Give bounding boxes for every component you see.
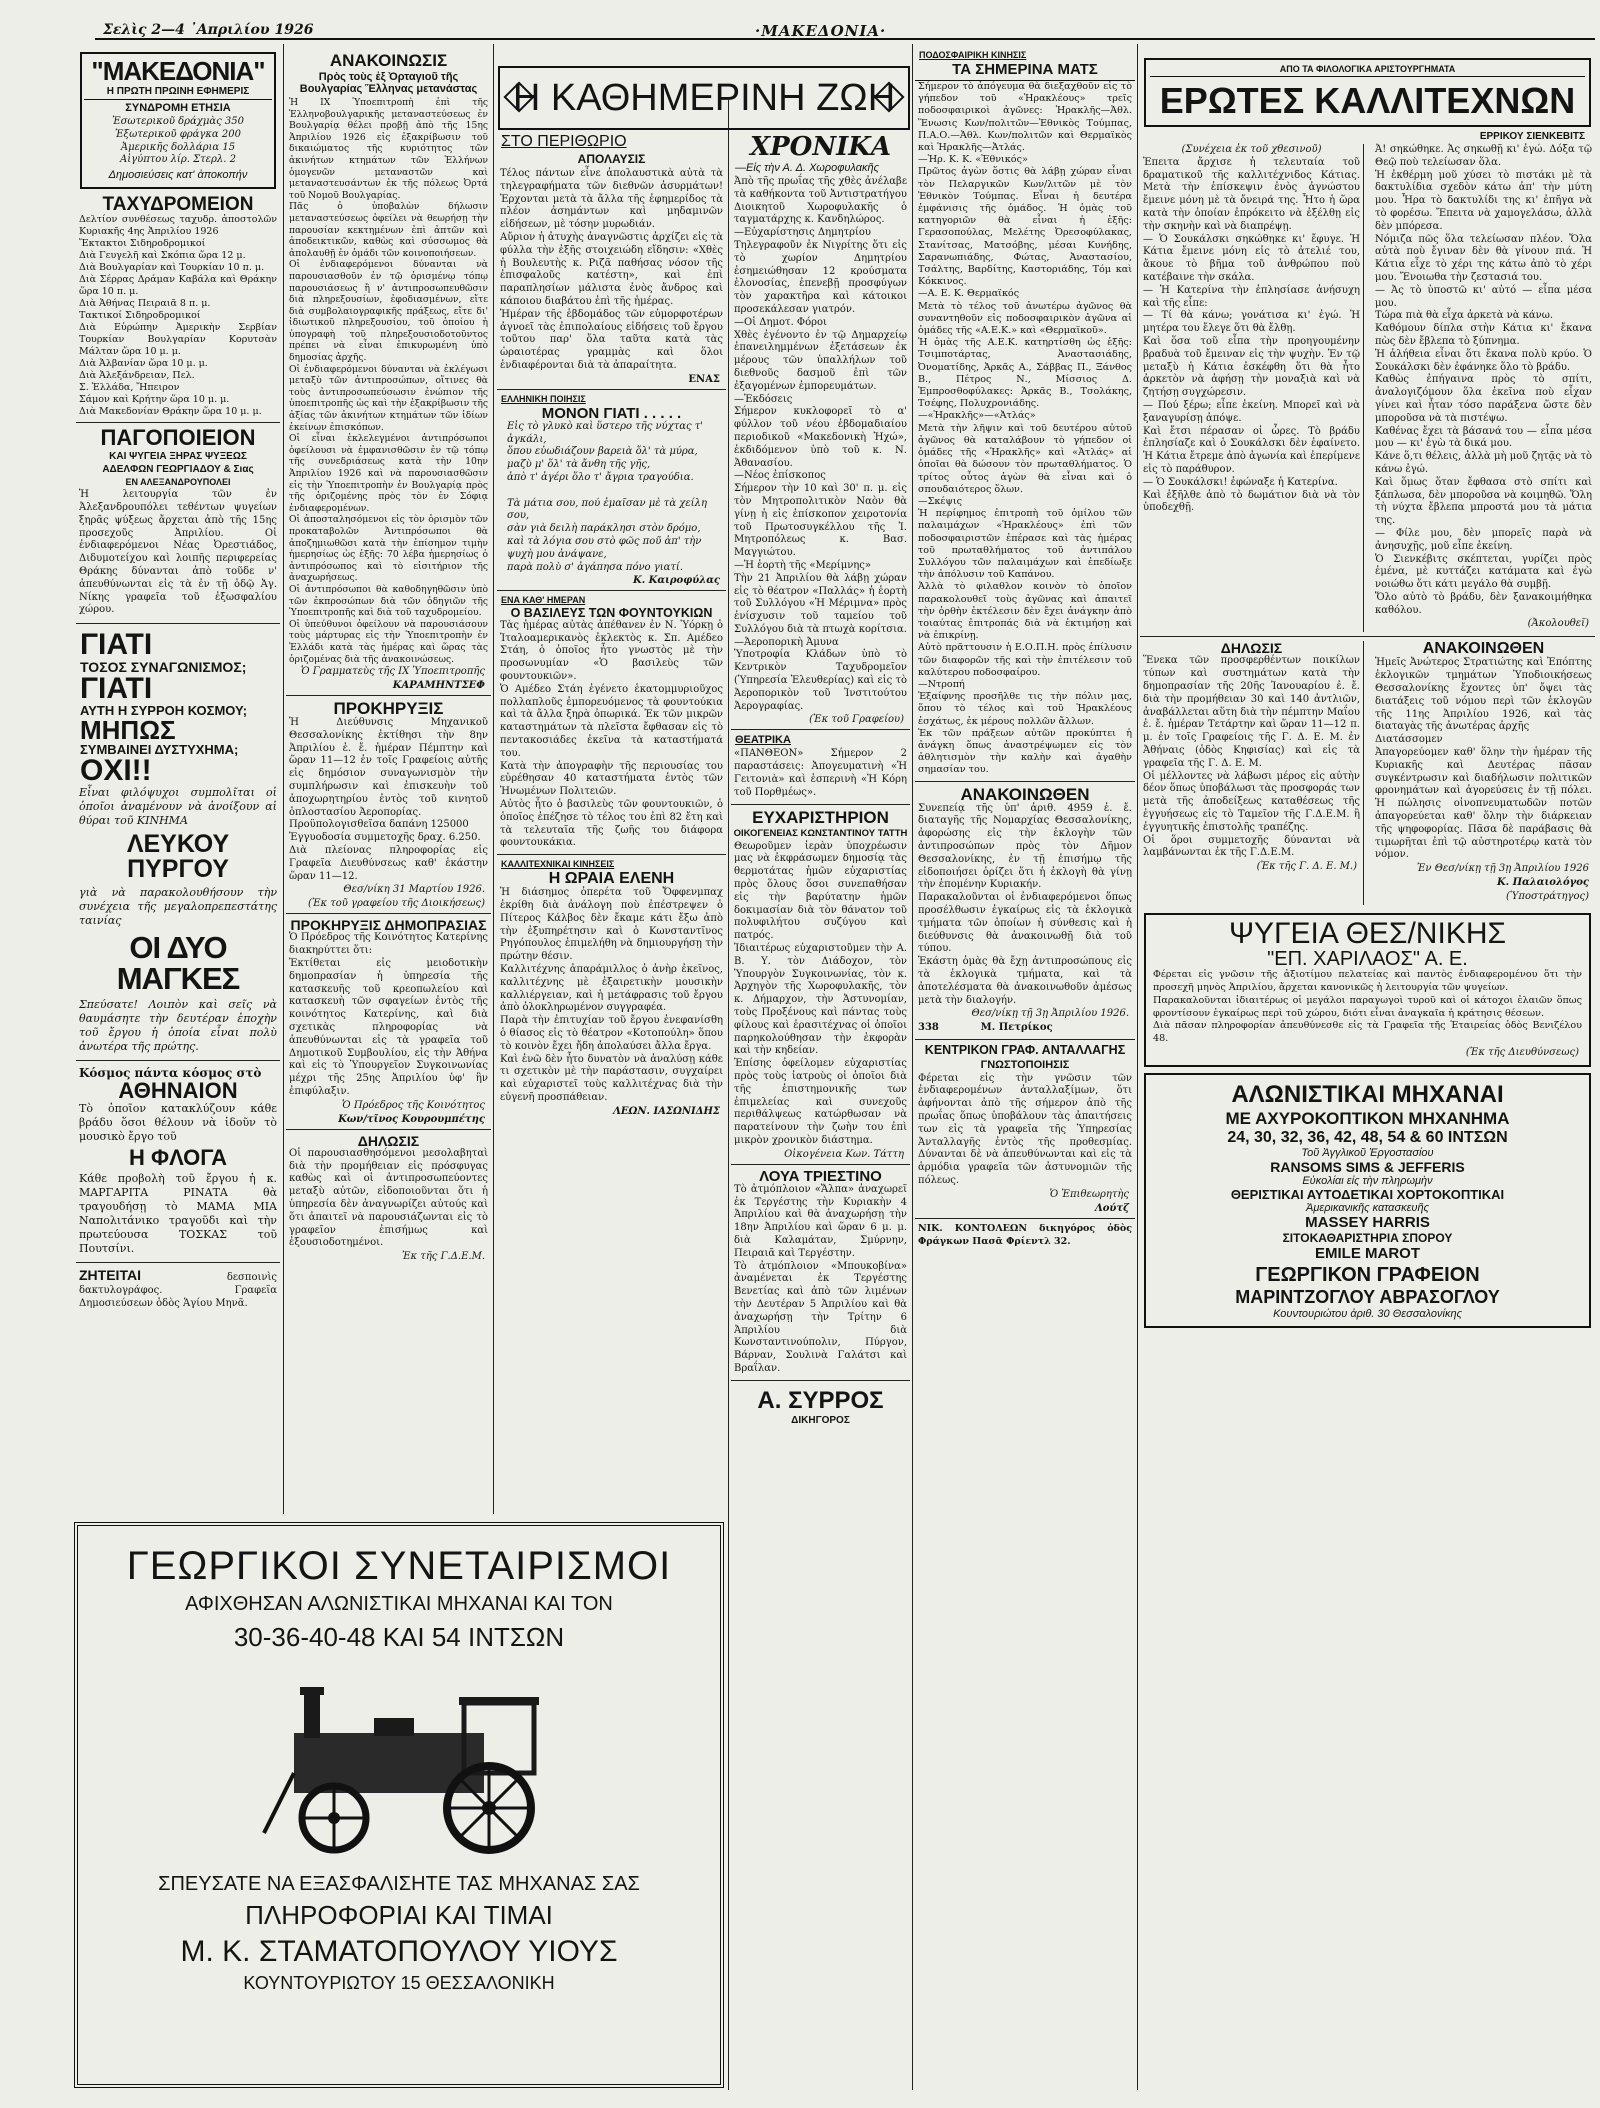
divider xyxy=(497,389,726,390)
thanks-signature: Οἰκογένεια Κων. Τάττη xyxy=(784,1148,904,1160)
threshing-line-6: Εὐκολίαι εἰς τὴν πληρωμὴν xyxy=(1302,1175,1433,1188)
divider xyxy=(731,1380,910,1381)
declaration-2-text: Ἕνεκα τῶν προσφερθέντων ποικίλων τύπων καὶ συστημάτων κατὰ τὴν δημοπρασίαν τῆς 20ῆς Ἰανουαρίου ἐ. ἔ. διὰ τὴν προμήθειαν 30 καὶ 140 ἀντλιῶν, ἀναβάλλεται αὕτη διὰ τὴν πέμπτην Μαΐου ἐ. ἔ. ἡμέραν Τετάρτην καὶ ὥραν 11—12 π. μ. ἐν τοῖς Γραφείοις τῆς Γ. Δ. Ε. Μ. ἐν Ἀθήναις (ὁδὸς Κηφισίας) καὶ εἰς τὰ γραφεῖα τῆς Γ. Δ. Ε. Μ. Οἱ μέλλοντες νὰ λάβωσι μέρος εἰς αὐτὴν δέον ὅπως ὑποβάλωσι τὰς προσφοράς των μετὰ τῆς ἀποδείξεως καταθέσεως τῆς ἐγγυήσεως εἰς τὸ Ταμεῖον τῆς Γ.Δ.Ε.Μ. ἢ ἐγγυητικῆς ἐπιστολῆς τραπέζης. Οἱ ὅροι συμμετοχῆς δύνανται νὰ λαμβάνωνται ἐκ τῆς Γ.Δ.Ε.Μ. xyxy=(1143,655,1360,859)
gati-line-3: ΓΙΑΤΙ xyxy=(80,672,153,706)
paper-subtitle: Η ΠΡΩΤΗ ΠΡΩΙΝΗ ΕΦΗΜΕΡΙΣ xyxy=(84,86,272,100)
serial-header-box xyxy=(1144,58,1591,127)
exchange-signer: Λούτζ xyxy=(1094,1202,1129,1214)
notices-row xyxy=(1140,641,1595,905)
announcement-signature: Ὁ Γραμματεὺς τῆς ΙΧ Ὑποεπιτροπῆς xyxy=(301,666,485,678)
cold-storage-text: Φέρεται εἰς γνῶσιν τῆς ἀξιοτίμου πελατείας καὶ παντὸς ἐνδιαφερομένου ὅτι τὴν προσεχῆ μηνὸς Ἀπριλίου, ἄρχεται κανονικῶς ἡ λειτουργία τῶν ψυγείων. Παρακαλοῦνται ἰδιαιτέρως οἱ μεγάλοι παραγωγοὶ τυροῦ καὶ οἱ κάτοχοι ἐλαιῶν ὅπως φροντίσουν ἐγκαίρως περὶ τοῦ χώρου, διότι εἶναι ἀναγκαῖα ἡ κράτησις θέσεων. Διὰ πᾶσαν πληροφορίαν ἀπευθύνεσθε εἰς τὰ Γραφεῖα τῆς Ἑταιρείας ὁδὸς Βενιζέλου 48. xyxy=(1153,969,1582,1045)
margin-subheading: ΑΠΟΛΑΥΣΙΣ xyxy=(577,152,646,166)
auction-signature: Ὁ Πρόεδρος τῆς Κοινότητος xyxy=(342,1099,485,1111)
threshing-line-4: Τοῦ Ἀγγλικοῦ Ἐργοστασίου xyxy=(1301,1147,1434,1160)
auction-signer: Κων/τῖνος Κουρουμπέτης xyxy=(338,1113,485,1125)
coop-line-6: Μ. Κ. ΣΤΑΜΑΤΟΠΟΥΛΟΥ ΥΙΟΥΣ xyxy=(180,1935,618,1968)
threshing-line-1: ΑΛΩΝΙΣΤΙΚΑΙ ΜΗΧΑΝΑΙ xyxy=(1231,1081,1504,1109)
communique-2-signer: Κ. Παλαιολόγος xyxy=(1496,877,1589,889)
gati-line-1: ΓΙΑΤΙ xyxy=(80,628,153,662)
divider xyxy=(731,1164,910,1165)
column-1 xyxy=(76,48,280,1518)
threshing-line-14: Κουντουριώτου ἀριθ. 30 Θεσσαλονίκης xyxy=(1273,1308,1462,1321)
subscription-heading: ΣΥΝΔΡΟΜΗ ΕΤΗΣΙΑ xyxy=(125,102,231,114)
threshing-line-9: MASSEY HARRIS xyxy=(1305,1214,1430,1232)
gati-line-8: Εἶναι φιλόψυχοι συμπολῖται οἱ ὁποῖοι ἀναμένουν νὰ ἀνοίξουν αἱ θύραι τοῦ ΚΙΝΗΜΑ xyxy=(79,786,277,828)
proclamation-heading: ΠΡΟΚΗΡΥΞΙΣ xyxy=(333,699,444,719)
athenaion-line-2: ΑΘΗΝΑΙΟΝ xyxy=(118,1077,238,1103)
cold-storage-ad xyxy=(1144,913,1591,1067)
divider xyxy=(915,1218,1135,1219)
theatre-text: «ΠΑΝΘΕΟΝ» Σήμερον 2 παραστάσεις: Ἀπογευματινὴ «Ἡ Γειτονιὰ» καὶ ἑσπερινὴ «Ἡ Κόρη τοῦ Πορθμέως». xyxy=(734,748,907,798)
lloyd-text: Τὸ ἀτμόπλοιον «Ἄλπα» ἀναχωρεῖ ἐκ Τεργέστης τὴν Κυριακὴν 4 Ἀπριλίου καὶ θὰ ἀναχωρήσῃ τὴν 18ην Ἀπριλίου καὶ ὥραν 6 μ. μ. διὰ Καλαμάταν, Σμύρνην, Πειραιᾶ καὶ Τεργέστην. Τὸ ἀτμόπλοιον «Μπουκοβίνα» ἀναμένεται ἐκ Τεργέστης Βενετίας καὶ ἀπὸ τῶν λιμένων τὴν Δευτέραν 5 Ἀπριλίου καὶ θὰ ἀναχωρήσῃ τὴν Τρίτην 6 Ἀπριλίου διὰ Κωνσταντινούπολιν, Πύργον, Βάρναν, Σουλινὰ Γαλάτσι καὶ Βραΐλαν. xyxy=(734,1183,907,1374)
poetry-label: ΕΛΛΗΝΙΚΗ ΠΟΙΗΣΙΣ xyxy=(501,393,586,404)
theatre-label: ΘΕΑΤΡΙΚΑ xyxy=(735,734,791,747)
communique-number: 338 xyxy=(918,1022,939,1034)
serial-text-right: Ἀ! σηκώθηκε. Ἀς σηκωθῇ κι' ἐγώ. Δόξα τῷ Θεῷ ποὺ τελείωσαν ὅλα. Ἡ ἐκθέρμη μοῦ χύσει τὸ πιστάκι μὲ τὰ δακτυλίδια σχεδὸν κάτω ἀπ' τὴν μύτη μου. Ἦρα τὸ δακτυλίδι της κι' ἐπῆγα νὰ τὸ φορέσω. Ἔπειτα νὰ χαμογελάσω, ἀλλὰ δὲν μπόρεσα. Νόμιζα πῶς ὅλα τελείωσαν πλέον. Ὅλα αὐτὰ ποὺ ἔγιναν δὲν θὰ γίνουν πιά. Ἡ Κάτια εἶχε τὸ χέρι της κάτω ἀπὸ τὸ χέρι μου. Ἔνοιωθα τὴν ζεστασιά του. — Ἀς τὸ ὑποστῶ κι' αὐτό — εἶπα μέσα μου. Τώρα πιὰ θὰ εἶχα ἀρκετὰ νὰ κάνω. Καθόμουν δίπλα στὴν Κάτια κι' ἔκανα πὼς δὲν ἔβλεπα τὸ ξύπνημα. Ἡ ἀλήθεια εἶναι ὅτι ἔκανα πολὺ κρύο. Ὁ Σουκάλσκι δὲν ἐφάνηκε ὅλο τὸ βράδυ. Καθὼς ἐπήγαινα πρὸς τὸ σπίτι, ἀναλογιζόμουν ὅλα ἐκεῖνα ποὺ εἶχαν γίνει καὶ ἦταν τόσο παράξενα ὥστε δὲν μποροῦσα νὰ τὰ πιστέψω. Καθένας ἔχει τὰ βάσανά του — εἶπα μέσα μου — κι' ἐγὼ τὰ δικά μου. Κάνε ὅ,τι θέλεις, ἀλλὰ μὴ μοῦ ζητᾷς νὰ τὸ κάνω ἐγώ. Καὶ ὅμως ὅταν ἔφθασα στὸ σπίτι καὶ ξάπλωσα, δὲν μποροῦσα νὰ κοιμηθῶ. Ὅλη τὴ νύχτα ἔβλεπα μπροστά μου τὰ μάτια της. — Φίλε μου, δὲν μπορεῖς παρὰ νὰ ἀνησυχῇς, μοῦ εἶπε ἐκείνη. Ὁ Σιενκέβιτς σκέπτεται, γυρίζει πρὸς ἐμένα, μὲ κυττάζει κατάματα καὶ ἐγὼ νοιώθω ὅτι κάτι μεγάλο θὰ συμβῇ. Ὅλο αὐτὸ τὸ βράδυ, δὲν ξανακοιμήθηκα καθόλου. xyxy=(1375,144,1592,616)
threshing-line-10: ΣΙΤΟΚΑΘΑΡΙΣΤΗΡΙΑ ΣΠΟΡΟΥ xyxy=(1282,1231,1453,1246)
daily-life-title: Η ΚΑΘΗΜΕΡΙΝΗ ΖΩΗ xyxy=(512,77,896,119)
athenaion-ad xyxy=(76,1067,280,1256)
communique-2 xyxy=(1372,641,1595,905)
divider xyxy=(286,913,491,914)
announcement-heading: ΑΝΑΚΟΙΝΩΣΙΣ xyxy=(329,51,448,70)
thanks-subheading: ΟΙΚΟΓΕΝΕΙΑΣ ΚΩΝΣΤΑΝΤΙΝΟΥ ΤΑΤΤΗ xyxy=(733,827,908,839)
cold-storage-company: "ΕΠ. ΧΑΡΙΛΑΟΣ" Α. Ε. xyxy=(1267,948,1468,971)
divider xyxy=(497,590,726,591)
gati-line-5: ΜΗΠΩΣ xyxy=(80,715,176,746)
masthead-date: Σελὶς 2—4 ᾿Απριλίου 1926 xyxy=(103,22,314,38)
coop-line-7: ΚΟΥΝΤΟΥΡΙΩΤΟΥ 15 ΘΕΣΣΑΛΟΝΙΚΗ xyxy=(243,1973,555,1993)
athenaion-line-1: Κόσμος πάντα κόσμος στὸ xyxy=(79,1066,262,1081)
announcement-subheading: Πρὸς τοὺς ἐξ Ὀρταγιοῦ τῆς Βουλγαρίας Ἕλληνας μετανάστας xyxy=(299,71,478,95)
divider xyxy=(286,695,491,696)
threshing-machines-ad xyxy=(1144,1073,1591,1328)
communique-signature: Μ. Πετρίκος xyxy=(980,1022,1053,1034)
proclamation-text: Ἡ Διεύθυνσις Μηχανικοῦ Θεσσαλονίκης ἐκτίθησι τὴν 8ην Ἀπριλίου ἐ. ἔ. ἡμέραν Πέμπτην καὶ ὥραν 11—12 ἐν τοῖς Γραφείοις αὐτῆς εἰς δημόσιον συναγωνισμὸν τὴν συμπλήρωσιν καὶ ἐπισκευὴν τοῦ ἀποχωρητηρίου ἐντὸς τοῦ κινητοῦ ὁπλοστασίου Ἀεροπορίας. Προϋπολογισθεῖσα δαπάνη 125000 Ἐγγυοδοσία συμμετοχῆς δραχ. 6.250. Διὰ πλείονας πληροφορίας εἰς Γραφεῖα Διευθύνσεως καθ' ἑκάστην ὥραν 11—12. xyxy=(289,717,488,882)
exchange-signature: Ὁ Ἐπιθεωρητὴς xyxy=(1049,1188,1129,1200)
masthead-title: ·ΜΑΚΕΔΟΝΙΑ· xyxy=(755,22,887,40)
beautiful-helen-heading: Η ΩΡΑΙΑ ΕΛΕΝΗ xyxy=(548,870,675,888)
lloyd-heading: ΛΟΥΑ ΤΡΙΕΣΤΙΝΟ xyxy=(759,1167,882,1185)
divider xyxy=(76,1060,280,1061)
threshing-line-7: ΘΕΡΙΣΤΙΚΑΙ ΑΥΤΟΔΕΤΙΚΑΙ ΧΟΡΤΟΚΟΠΤΙΚΑΙ xyxy=(1230,1187,1505,1203)
subscription-note: Δημοσιεύσεις κατ' ἀποκοπήν xyxy=(108,169,248,182)
divider xyxy=(731,804,910,805)
athenaion-line-3: Τὸ ὁποῖον κατακλύζουν κάθε βράδυ ὅσοι θέλουν νὰ ἰδοῦν τὸ μουσικὸ ἔργο τοῦ xyxy=(79,1101,277,1143)
serial-title: ΕΡΩΤΕΣ ΚΑΛΛΙΤΕΧΝΩΝ xyxy=(1159,80,1576,121)
gati-line-2: ΤΟΣΟΣ ΣΥΝΑΓΩΝΙΣΜΟΣ; xyxy=(80,659,247,676)
communique-2-text: Ἡμεῖς Ἀνώτερος Στρατιώτης καὶ Ἐπόπτης ἐκλογικῶν τμημάτων Ὑποδιοικήσεως Θεσσαλονίκης ἔχοντες ὑπ' ὄψει τὰς διατάξεις τοῦ νόμου περὶ τῶν ἐκλογῶν τῆς 11ης Ἀπριλίου 1926, καὶ τὰς διαταγὰς τῆς ἀνωτέρας ἀρχῆς Διατάσσομεν Ἀπαγορεύομεν καθ' ὅλην τὴν ἡμέραν τῆς Κυριακῆς καὶ Δευτέρας πᾶσαν συγκέντρωσιν καὶ διαδήλωσιν πολιτικῶν φρονημάτων καὶ ἀγορεύσεις ἐν τῇ πόλει. Ἡ πώλησις οἰνοπνευματωδῶν ποτῶν ἀπαγορεύεται καθ' ὅλην τὴν διάρκειαν τῆς ψηφοφορίας. Πᾶσα δὲ παράβασις θὰ τιμωρῆται ἐπὶ τῷ αὐστηροτέρῳ κατὰ τὸν νόμον. xyxy=(1375,657,1592,861)
gati-line-11: ΟΙ ΔΥΟ ΜΑΓΚΕΣ xyxy=(116,930,240,997)
threshing-line-12: ΓΕΩΡΓΙΚΟΝ ΓΡΑΦΕΙΟΝ xyxy=(1255,1264,1480,1287)
ice-factory-sub: ΚΑΙ ΨΥΓΕΙΑ ΞΗΡΑΣ ΨΥΞΕΩΣ xyxy=(109,451,247,463)
coop-line-1: ΓΕΩΡΓΙΚΟΙ ΣΥΝΕΤΑΙΡΙΣΜΟΙ xyxy=(126,1544,672,1588)
lawyer-title: ΔΙΚΗΓΟΡΟΣ xyxy=(791,1414,850,1426)
proclamation-signature: (Ἐκ τοῦ γραφείου τῆς Διοικήσεως) xyxy=(308,898,485,910)
hazelnut-king-heading: Ο ΒΑΣΙΛΕΥΣ ΤΩΝ ΦΟΥΝΤΟΥΚΙΩΝ xyxy=(510,606,713,621)
athenaion-line-5: Κάθε προβολὴ τοῦ ἔργου ἡ κ. ΜΑΡΓΑΡΙΤΑ ΡΙΝΑΤΑ θὰ τραγουδήσῃ τὸ ΜΑΜΑ ΜΙΑ Ναπολιτάνικο τραγοῦδι καὶ τὴν πρωτεύουσα ΤΟΣΚΑΣ τοῦ Πουτσίνι. xyxy=(79,1171,277,1255)
ice-factory-place: ΕΝ ΑΛΕΞΑΝΔΡΟΥΠΟΛΕΙ xyxy=(125,477,231,488)
lawyer-name: Α. ΣΥΡΡΟΣ xyxy=(757,1386,884,1414)
threshing-line-8: Ἀμερικανικῆς κατασκευῆς xyxy=(1306,1202,1429,1215)
cold-storage-heading: ΨΥΓΕΙΑ ΘΕΣ/ΝΙΚΗΣ xyxy=(1228,917,1507,951)
auction-text: Ὁ Πρόεδρος τῆς Κοινότητος Κατερίνης διακηρύττει ὅτι: Ἐκτίθεται εἰς μειοδοτικὴν δημοπρασίαν ἡ ὑπηρεσία τῆς κατασκευῆς τοῦ κρεοπωλείου καὶ κατασκευὴ τῶν σφαγείων ἐντὸς τῆς κοινότητος Κατερίνης, καὶ διὰ σχετικὰς πληροφορίας νὰ ἀπευθύνωνται εἰς τὰ γραφεῖα τοῦ Δημοτικοῦ Συμβουλίου, εἰς τὴν Ἀθήνα καὶ εἰς τὸ Ὑπουργεῖον Συγκοινωνίας μέχρι τῆς 25ης Ἀπριλίου ὑφ' ἣν ἐπιφύλαξιν. xyxy=(289,932,488,1098)
column-3 xyxy=(497,134,726,1514)
post-office-schedule: Δελτίον συνθέσεως ταχυδρ. ἀποστολῶν Κυριακῆς 4ης Ἀπριλίου 1926 Ἔκτακτοι Σιδηροδρομικοί Διὰ Γευγελῆ καὶ Σκόπια ὥρα 12 μ. Διὰ Βουλγαρίαν καὶ Τουρκίαν 10 π. μ. Διὰ Σέρρας Δράμαν Καβάλα καὶ Θράκην ὥρα 10 π. μ. Διὰ Ἀθήνας Πειραιᾶ 8 π. μ. Τακτικοί Σιδηροδρομικοί Διὰ Εὐρώπην Ἀμερικὴν Σερβίαν Τουρκίαν Βουλγαρίαν Κορυτσὰν Μάλταν ὥρα 10 μ. μ. Διὰ Ἀλβανίαν ὥρα 10 μ. μ. Διὰ Ἀλεξάνδρειαν, Πελ. Σ. Ἑλλάδα, Ἤπειρον Σάμον καὶ Κρήτην ὥρα 10 μ. μ. Διὰ Μακεδονίαν Θράκην ὥρα 10 μ. μ. xyxy=(79,214,277,418)
poem-title: ΜΟΝΟΝ ΓΙΑΤΙ . . . . . xyxy=(541,404,682,422)
ice-factory-owner: ΑΔΕΛΦΩΝ ΓΕΩΡΓΙΑΔΟΥ & Σιας xyxy=(102,464,254,476)
thanks-heading: ΕΥΧΑΡΙΣΤΗΡΙΟΝ xyxy=(752,807,889,827)
column-rule xyxy=(493,44,494,1514)
declaration-signature: Ἐκ τῆς Γ.Δ.Ε.Μ. xyxy=(402,1251,485,1263)
subscription-rates: Ἐσωτερικοῦ δράχμὰς 350 Ἐξωτερικοῦ φράγκα 200 Ἀμερικῆς δολλάρια 15 Αἰγύπτου λίρ. Στερλ. 2 xyxy=(112,116,244,166)
post-office-heading: ΤΑΧΥΔΡΟΜΕΙΟΝ xyxy=(102,194,254,216)
chronicles-text: Ἀπὸ τῆς πρωΐας τῆς χθὲς ἀνέλαβε τὰ καθήκοντα τοῦ Ἀντιστρατήγου Διοικητοῦ Χωροφυλακῆς ὁ ταγματάρχης κ. Κανδηλώρος. —Εὐχαρίστησις Δημητρίου Τηλεγραφοῦν ἐκ Νιγρίτης ὅτι εἰς τὸ χωρίον Δημητρίου ἐσημειώθησαν 12 κρούσματα ἐλονοσίας, ἐπενεβῇ προσφύγων τὸν χαρακτῆρα καὶ κάτοικοι προσεκάλεσαν γιατρόν. —Οἱ Δημοτ. Φόροι Χθὲς ἐγένοντο ἐν τῷ Δημαρχείῳ ἐπανειλημμένων ἐξετάσεων ἐκ μέρους τῶν ὑπαλλήλων τοῦ διεθνοῦς δασμοῦ ἐπὶ τῶν ἐξαγομένων ἐμπορευμάτων. —Ἐκδόσεις Σήμερον κυκλοφορεῖ τὸ α' φύλλον τοῦ νέου ἑβδομαδιαίου περιοδικοῦ «Μακεδονικὴ Ἠχώ», ἐκδιδόμενον ὑπὸ τοῦ κ. Ν. Ἀθανασίου. —Νέος ἐπίσκοπος Σήμερον τὴν 10 καὶ 30' π. μ. εἰς τὸν Μητροπολιτικὸν Ναὸν θὰ γίνῃ ἡ εἰς ἐπίσκοπον χειροτονία τοῦ Πρωτοσυγκέλλου τῆς Ἱ. Μητροπόλεως κ. Βασ. Μαγγιώτου. —Ἡ ἑορτὴ τῆς «Μερίμνης» Τὴν 21 Ἀπριλίου θὰ λάβῃ χώραν εἰς τὸ θέατρον «Παλλάς» ἡ ἑορτὴ τοῦ Συλλόγου «Ἡ Μέριμνα» πρὸς ἐνίσχυσιν τοῦ ταμείου τοῦ Συλλόγου διὰ τὰ πτωχὰ κορίτσια. —Ἀεροπορικὴ Ἀμυνα Ὑποτροφία Κλάδων ὑπὸ τὸ Κεντρικὸν Ταχυδρομεῖον (Ὑπηρεσία Ἐλευθερίας) καὶ εἰς τὸ Ἀεροπορικὸν τοῦ Ἰνστιτούτου Ἀερογραφίας. xyxy=(734,176,907,712)
divider xyxy=(1140,636,1595,637)
subscription-box xyxy=(80,52,276,189)
exchange-text: Φέρεται εἰς τὴν γνῶσιν τῶν ἐνδιαφερομένων ἀνταλλαξίμων, ὅτι ἀφήνονται ἀπὸ τῆς σήμερον ἀπὸ τῆς πρωΐας ὅπως ὑποβάλουν τὰς ἀπαιτήσεις των εἰς τὰ γραφεῖα τῆς Ὑπηρεσίας Ἀνταλλαγῆς ἐντὸς τῆς προθεσμίας. Δύνανται δὲ νὰ ἀπευθύνωνται καὶ εἰς τὰ ἁρμόδια γραφεῖα τῶν ἀστυνομιῶν τῆς πόλεως. xyxy=(918,1072,1132,1186)
column-6 xyxy=(1140,48,1595,2090)
communique-2-date: Ἐν Θεσ/νίκῃ τῇ 3ῃ Ἀπριλίου 1926 xyxy=(1416,863,1589,875)
auction-heading: ΠΡΟΚΗΡΥΞΙΣ ΔΗΜΟΠΡΑΣΙΑΣ xyxy=(290,917,487,934)
serial-label: ΑΠΟ ΤΑ ΦΙΛΟΛΟΓΙΚΑ ΑΡΙΣΤΟΥΡΓΗΜΑΤΑ xyxy=(1150,64,1585,77)
divider xyxy=(915,1039,1135,1040)
declaration-heading: ΔΗΛΩΣΙΣ xyxy=(357,1132,420,1149)
divider xyxy=(286,1129,491,1130)
margin-heading: ΣΤΟ ΠΕΡΙΘΩΡΙΟ xyxy=(501,134,627,150)
column-rule xyxy=(1137,44,1138,2090)
divider xyxy=(76,1262,280,1263)
communique-date: Θεσ/νίκῃ τῇ 3ῃ Ἀπριλίου 1926. xyxy=(971,1008,1129,1020)
threshing-line-5: RANSOMS SIMS & JEFFERIS xyxy=(1270,1159,1465,1176)
poem-author: Κ. Καιροφύλας xyxy=(633,575,720,587)
gati-line-9: ΛΕΥΚΟΥ ΠΥΡΓΟΥ xyxy=(126,830,230,884)
matches-heading: ΤΑ ΣΗΜΕΡΙΝΑ ΜΑΤΣ xyxy=(915,62,1135,81)
announcement-text: Ἡ ΙΧ Ὑποεπιτροπὴ ἐπὶ τῆς Ἑλληνοβουλγαρικῆς μεταναστεύσεως ἐν Βουλγαρίᾳ θέλει προβῇ ἀπὸ τῆς 15ης Ἀπριλίου 1926 εἰς ἐξακρίβωσιν τοῦ δικαιώματος τῆς κυριότητος τῶν ἀκινήτων κτημάτων τῶν Ἑλλήνων ὁμογενῶν μεταναστῶν καὶ μεταναστευσάντων ἐκ τῆς πόλεως Ὀρτά τοῦ Νομοῦ Βουλγαρίας. Πᾶς ὁ ὑποβαλὼν δήλωσιν μεταναστεύσεως ὀφείλει νὰ θεωρήσῃ τὴν παρουσίαν κεκτημένων ἐπὶ ἀπτῶν καὶ ἀποδεικτικῶν, καθὼς καὶ σύσσωμος θὰ ἀπολαυθῇ ἐν ὁμάδι τῶν κοινοποιήσεων. Οἱ ἐνδιαφερόμενοι δύνανται νὰ παρουσιασθοῦν ἐν τῷ ὁρισμένῳ τόπῳ παρουσιάσεως ἢ ν' ἀντιπροσωπευθῶσιν διὰ πληρεξουσίων, ἐφοδιασμένων, εἴτε διὰ συμβολαιογραφικῆς πράξεως, εἴτε δι' ἰδιωτικοῦ πληρεξουσίου, τοῦ ὁποίου ἡ ὑπογραφὴ τοῦ πληρεξουσιοδοτοῦντος πρέπει νὰ εἶναι ἐπικυρωμένη ὑπὸ δημοσίας ἀρχῆς. Οἱ ἐνδιαφερόμενοι δύνανται νὰ ἐκλέγωσι μεταξὺ τῶν ἀντιπροσώπων, οἵτινες θὰ τοὺς ἀντιπροσωπεύσωσιν ἐνώπιον τῆς ὑποεπιτροπῆς ὡς καὶ τὴν ἐξακρίβωσιν τῆς ἀξίας τῶν ἀκινήτων κτημάτων τῶν ἰδίων ἐκείνων ἐπισκόπων. Οἱ εἶναι ἐκλελεγμένοι ἀντιπρόσωποι ὀφείλουσι νὰ ἐμφανισθῶσιν ἐν τῷ τόπῳ τῆς συνεδριάσεως κατὰ τὴν 10ην Ἀπριλίου 1926 καὶ νὰ παρουσιασθῶσιν εἰς τὴν Ὑποεπιτροπὴν ἐν Βουλγαρίᾳ πρὸς τῆς ὀριζομένης πρὸς τὸν ἐν Σόφιᾳ ἐνδιαφερομένων. Οἱ ἀποσταλησόμενοι εἰς τὸν ὁρισμὸν τῶν προκαταβολῶν Ἀντιπρόσωποι θὰ ἀποζημιωθῶσι κατὰ τὴν ἐπίσημον τιμὴν ἡμερησίως ὡς ἑξῆς: 70 λέβα ἡμερησίως ὁ ἀντιπρόσωπος καὶ τὸ εἰσιτήριον τῆς ἀναχωρήσεως. Οἱ ἀντιπρόσωποι θὰ καθοδηγηθῶσιν ὑπὸ τῶν ἐκπροσώπων διὰ τῶν ὁδηγιῶν τῆς Ὑποεπιτροπῆς καὶ διὰ τοῦ ταχυδρομείου. Οἱ ὑπεύθυνοι ὀφείλουν νὰ παρουσιάσουν τοὺς μάρτυρας εἰς τὴν Ὑποεπιτροπὴν ἐν Ἐλλάδι κατὰ τὰς ἡμέρας καὶ ὥρας τὰς ὁριζομένας διὰ τῆς ἀνακοινώσεως. xyxy=(289,97,488,665)
threshing-line-2: ΜΕ ΑΧΥΡΟΚΟΠΤΙΚΟΝ ΜΗΧΑΝΗΜΑ xyxy=(1225,1109,1510,1129)
masthead xyxy=(95,22,1595,40)
gati-line-7: ΟΧΙ!! xyxy=(80,754,152,788)
gati-line-10: γιὰ νὰ παρακολουθήσουν τὴν συνέχεια τῆς μεγαλοπρεπεστάτης ταινίας xyxy=(79,886,277,928)
ice-factory-heading: ΠΑΓΟΠΟΙΕΙΟΝ xyxy=(100,425,256,451)
margin-signature: ΕΝΑΣ xyxy=(688,373,720,385)
serial-continued: (Συνέχεια ἐκ τοῦ χθεσινοῦ) xyxy=(1181,144,1322,155)
column-4 xyxy=(731,134,910,2090)
margin-text: Τέλος πάντων εἶνε ἀπολαυστικὰ αὐτὰ τὰ τηλεγραφήματα τῶν διεθνῶν ἀσυρμάτων! Ἐρχονται μετὰ τὰ ἄλλα τῆς ἐφημερίδος τὰ πλέον ἀσημάντων καὶ μηδαμινῶν εἰδήσεων, μὲ τόσην μυρωδιάν. Αὔριον ἡ ἀτυχὴς ἀναγνῶστις ἀρχίζει εἰς τὰ φύλλα τὴν ἐξῆς στοιχειώδη εἴδησιν: «Χθὲς ἡ Βουλευτὴς κ. Ριζᾶ παθήσας νόσον τῆς ἐπισφαλοῦς κατέστη», καὶ ἐπὶ παραπλησίων μάλιστα ἐνὸς ἄνδρος καὶ κάποιου διαβάτου ἐπὶ τῆς ἡμέρας. Ἡμέραν τῆς ἑβδομάδος τῶν εὐμορφοτέρων ἀγνοεῖ τὰς ἐπιπολαίους εἰδήσεις τοῦ ἔργου τοῦτου παρ' ὅλα ταῦτα κατὰ τὰς ὡραιοτέρας γραμμὰς καὶ ὅλοι ἐνδιαφέρονται διὰ τὰ ἀπαραίτητα. xyxy=(500,168,723,371)
serial-column-right xyxy=(1372,144,1595,632)
poem-text: Εἰς τὸ γλυκὸ καὶ ὕστερο τῆς νύχτας τ' ἀγκάλι, ὅπου εὐωδιάζουν βαρειὰ ὅλ' τὰ μύρα, μαζὺ μ' ὅλ' τὰ ἄνθη τῆς γῆς, ἀπὸ τ' ἀγέρι ὅλο τ' ἄγρια τραγούδια. Τὰ μάτια σου, πού ἐμαῖσαν μὲ τὰ χείλη σου, σὰν γιὰ δειλὴ παράκλησι στὸν δρόμο, καὶ τὰ λόγια σου στὸ φῶς ποῦ ἀπ' τὴν ψυχὴ μου ἀνάψανε, παρὰ πολὺ σ' ἀγάπησα πόνο γιατί. xyxy=(507,420,707,573)
declaration-2 xyxy=(1140,641,1364,905)
serial-columns xyxy=(1140,144,1595,632)
column-rule xyxy=(728,100,729,2090)
threshing-line-3: 24, 30, 32, 36, 42, 48, 54 & 60 ΙΝΤΣΩΝ xyxy=(1227,1129,1508,1147)
coop-line-5: ΠΛΗΡΟΦΟΡΙΑΙ ΚΑΙ ΤΙΜΑΙ xyxy=(245,1900,553,1930)
beautiful-helen-text: Ἡ διάσημος ὀπερέτα τοῦ Ὄφφενμπαχ ἐκρίθη διὰ ἀνάλογη ποὺ ἐπέστρεψεν ὁ Πίτερος Κάλβος δὲν ἔκαμε κάτι ἔξω ἀπὸ τὴν ἐξυπηρέτησιν καὶ ὁ Κωνσταντῖνος Ρηγόπουλος ἐπιμελήθη νὰ δημιουργήσῃ τὴν πρώτην θέσιν. Καλλιτέχνης ἀπαράμιλλος ὁ ἀνὴρ ἐκεῖνος, καλλιτέχνης μὲ ἐξαιρετικὴν μουσικὴν καλλιέργειαν, καὶ ἡ μετάφρασις τοῦ ἔργου ἀπὸ ὁλοκληρωμένον συγγραφέα. Παρὰ τὴν ἐπιτυχίαν τοῦ ἔργου ἐνεφανίσθη ὁ θίασος εἰς τὸ θέατρον «Κοτοπούλη» ὅπου τὸ κοινὸν ἔχει ἤδη ἀπολαύσει ἄλλα ἔργα. Καὶ ἐνῶ δὲν ἦτο δυνατὸν νὰ ἀναλύσῃ κάθε τι σχετικὸν μὲ τὴν παράστασιν, συγχαίρει καὶ εὐχαριστεῖ τοὺς καλλιτέχνας διὰ τὴν εὐγενῆ προσπάθειαν. xyxy=(500,887,723,1103)
beautiful-helen-signature: ΛΕΩΝ. ΙΑΣΩΝΙΔΗΣ xyxy=(613,1105,720,1117)
column-5 xyxy=(915,48,1135,2090)
athenaion-line-4: Η ΦΛΟΓΑ xyxy=(129,1144,227,1170)
declaration-2-signature: (Ἐκ τῆς Γ. Δ. Ε. Μ.) xyxy=(1256,861,1357,873)
column-rule xyxy=(912,44,913,2090)
divider xyxy=(497,854,726,855)
declaration-text: Οἱ παρουσιασθησόμενοι μεσολαβηταὶ διὰ τὴν προμήθειαν εἰς πρόσφυγας καθὼς καὶ οἱ ἀντιπροσωπεύοντες μεταξὺ αὐτῶν, εἰδοποιοῦνται ὅτι ἡ ὑπηρεσία δὲν ἀναγνωρίζει αὐτούς καὶ ὅτι ἀπαιτεῖ νὰ παρουσιάζωνται εἰς τὸ γραφεῖον ἐπισήμως καὶ ἐξουσιοδοτημένοι. xyxy=(289,1147,488,1249)
threshing-line-11: EMILE MAROT xyxy=(1315,1245,1420,1263)
chronicles-heading: ΧΡΟΝΙΚΑ xyxy=(749,134,892,162)
threshing-line-13: ΜΑΡΙΝΤΖΟΓΛΟΥ ΑΒΡΑΣΟΓΛΟΥ xyxy=(1235,1287,1500,1308)
announcement-signer: ΚΑΡΑΜΗΝΤΣΕΦ xyxy=(392,680,485,692)
communique-2-heading: ΑΝΑΚΟΙΝΩΘΕΝ xyxy=(1422,640,1545,658)
divider xyxy=(76,623,280,624)
serial-author: ΕΡΡΙΚΟΥ ΣΙΕΝΚΕΒΙΤΣ xyxy=(1479,131,1585,142)
column-2 xyxy=(286,48,491,1514)
ice-factory-text: Ἡ λειτουργία τῶν ἐν Ἀλεξανδρουπόλει τεθέντων ψυγείων ξηρᾶς ψύξεως ἄρχεται ἀπὸ τῆς 15ης προσεχοῦς Ἀπριλίου. Οἱ ἐνδιαφερόμενοι Νέας Ὀρεστιάδος, Διδυμοτείχου καὶ λοιπῆς περιφερείας Θράκης δύνανται ἀπὸ τοῦδε ν' ἀπευθύνωνται εἰς τὰ ἐν τῇ ὁδῷ Ἀγ. Νίκης γραφεῖα τοῦ ἐξωσφαλίου χώρου. xyxy=(79,489,277,616)
coop-line-2: ΑΦΙΧΘΗΣΑΝ ΑΛΩΝΙΣΤΙΚΑΙ ΜΗΧΑΝΑΙ ΚΑΙ ΤΟΝ xyxy=(185,1593,613,1615)
exchange-subheading: ΓΝΩΣΤΟΠΟΙΗΣΙΣ xyxy=(980,1058,1070,1071)
gati-line-6: ΣΥΜΒΑΙΝΕΙ ΔΥΣΤΥΧΗΜΑ; xyxy=(80,742,239,758)
paper-title: "ΜΑΚΕΔΟΝΙΑ" xyxy=(91,56,265,86)
column-rule xyxy=(283,44,284,1514)
cold-storage-signature: (Ἐκ τῆς Διευθύνσεως) xyxy=(1465,1047,1579,1059)
matches-text: Σήμερον τὸ ἀπόγευμα θὰ διεξαχθοῦν εἰς τὸ γήπεδον τοῦ «Ἡρακλέους» τρεῖς ποδοσφαιρικοὶ ἀγῶνες: Ἡρακλῆς—Ἀθλ. Ἕνωσις Κων/πολιτῶν—Ἐθνικὸς Τούμπας, Π.Α.Ο.—Ἀθλ. Κων/πολιτῶν καὶ Θερμαϊκὸς καὶ Ἡρακλῆς—Ἀτλάς. —Ἡρ. Κ. Κ. «Ἐθνικός» Πρῶτος ἀγὼν ὅστις θὰ λάβῃ χώραν εἶναι τὸν Πελαργικῶν Κων/λιτῶν μὲ τὸν Ἐθνικὸν Τούμπας. Εἶναι ἡ δευτέρα ἐμφάνισις τῆς ὁμάδος. Ἡ ὁμὰς τοῦ κατηγοριῶν θὰ εἶναι ἡ ἑξῆς: Γερασοπούλας, Μελέτης Ὀρεσοφύλακας, Στανίτσας, Ματσόβης, μέσαι Κυνήδης, Σαρανωπιάδης, Φώτας, Ἀναστασίου, Τσάλτης, Βαρδίτης, Καστοριάδης, Τόμ καὶ Κόκκινος. —Α. Ε. Κ. Θερμαϊκός Μετὰ τὸ τέλος τοῦ ἀνωτέρω ἀγῶνος θὰ συναντηθοῦν εἰς ποδοσφαιρικὸν ἀγῶνα αἱ ὁμάδες τῆς «Α.Ε.Κ.» καὶ «Θερμαϊκοῦ». Ἡ ὁμὰς τῆς Α.Ε.Κ. κατηρτίσθη ὡς ἑξῆς: Τσιμποτάρτας, Ἀναστασιάδης, Ὀνοματίδης, Ἀρκᾶς Α., Σάββας Π., Ξάνθος Β., Πέτρος Ν., Μίσσιος Δ. Ἐμπροσθοφύλακες: Ἀρκᾶς Β., Τσολάκης, Τσέφης, Πολυχρονιάδης. —«Ἡρακλῆς»—«Ἀτλάς» Μετὰ τὴν λῆψιν καὶ τοῦ δευτέρου αὐτοῦ ἀγῶνος θὰ καταλάβουν τὸ γήπεδον οἱ ὁμάδες τῆς «Ἡρακλῆς» καὶ «Ἀτλάς» αἱ ὁποῖαι θὰ δώσουν τὸν πρωταθλήματος. Ὁ τρίτος οὗτος ἀγὼν θὰ εἶναι καὶ ὁ σπουδαιότερος ὅλων. —Σκέψις Ἡ περίφημος ἐπιτροπὴ τοῦ ὁμίλου τῶν παλαιμάχων «Ἡρακλέους» ἐπὶ τῶν ποδοσφαιριστῶν ἐπέρασε καὶ τὰς ἡμέρας τοῦ πρωταθλήματος τοῦ ἀντιπάλου Συλλόγου τῶν παλαιμάχων καὶ ἐπεδίωξε τὴν ἀπόλυσιν τοῦ Καπάνου. Ἀλλὰ τὸ φιλαθλον κοινὸν τὸ ὁποῖον παρακολουθεῖ τοὺς ἀγῶνας καὶ ἀπαιτεῖ τὴν ὀρθὴν ἐκτέλεσιν δὲν ἔχει ἀνάγκην ἀπὸ τοιαύτας ἐπιτροπάς διὰ νὰ ἐκτιμήσῃ καὶ νὰ ἐπικρίνῃ. Αὐτὸ πρᾶττουσιν ἡ Ε.Ο.Π.Η. πρὸς ἐπίλυσιν τῶν διαφορῶν τῆς καὶ τὴν ἐπιτέλεσιν τοῦ καλύτερου ποδοσφαίρου. —Ντροπή Ἐξαίφνης προσῆλθε τις τὴν πόλιν μας, ὅπου τὸ τέλος καὶ τοῦ Ἡρακλέους ἐσχάτως, ἐκ μέρους πολλῶν ἄλλων. Ἐκ τῶν πράξεων αὐτῶν προκύπτει ἡ ἀνάγκη ὅπως ἀναστρέψωμεν εἰς τὸν ἀθλητισμὸν τὴν καλὴν καὶ ἀγαθὴν σημασίαν του. xyxy=(918,81,1132,776)
declaration-2-heading: ΔΗΛΩΣΙΣ xyxy=(1220,640,1283,657)
daily-label: ΕΝΑ ΚΑΘ' ΗΜΕΡΑΝ xyxy=(501,595,586,606)
exchange-heading: ΚΕΝΤΡΙΚΟΝ ΓΡΑΦ. ΑΝΤΑΛΛΑΓΗΣ xyxy=(924,1043,1126,1058)
steam-engine-icon xyxy=(234,1663,564,1863)
divider xyxy=(76,422,280,423)
lawyer-kontoleon: ΝΙΚ. ΚΟΝΤΟΛΕΩΝ δικηγόρος ὁδὸς Φράγκων Πασᾶ Φρίεντλ 32. xyxy=(918,1222,1132,1247)
wanted-text: δεσποινὶς δακτυλογράφος. Γραφεῖα Δημοσιεύσεων ὁδὸς Ἁγίου Μηνᾶ. xyxy=(79,1271,277,1309)
serial-text-left: Ἐπειτα ἄρχισε ἡ τελευταία τοῦ δραματικοῦ τῆς καλλιτέχνιδος Κάτιας. Μετὰ τὴν ἐπίσκεψιν ἐνὸς ἀγνώστου ἔμεινε μόνη μὲ τὰ ὄνειρά της. Ἦτο ἡ ὥρα κατὰ τὴν ὁποίαν ἐπρόκειτο νὰ ἐξέλθῃ εἰς τὴν σκηνὴν καὶ νὰ διαπρέψῃ. — Ὁ Σουκάλσκι σηκώθηκε κι' ἔφυγε. Ἡ Κάτια ἔμεινε μόνη εἰς τὸ ἀτελιέ του, ἄκουε τὸ βῆμα τοῦ ἀνθρώπου ποὺ κατέβαινε τὴν σκάλα. — Ἡ Κατερίνα τὴν ἐπλησίασε ἀνήσυχη καὶ τῆς εἶπε: — Τί θὰ κάνω; γονάτισα κι' ἐγώ. Ἡ μητέρα του ἔλεγε ὅτι θὰ ἔλθῃ. Καὶ ὅσα τοῦ εἶπα τὴν προηγουμένην βραδυὰ τοῦ ἔμειναν εἰς τὴν ψυχὴν. Ἐν τῷ μεταξὺ ἡ Κάτια ἐσκέφθη ὅτι θὰ ἦτο ἀρκετὸν νὰ ἀφήσῃ τὴν μοναξιὰ καὶ νὰ ζητήσῃ συγχώρεσιν. — Πού ξέρω; εἶπε ἐκείνη. Μπορεῖ καὶ νὰ ξαναγυρίσῃ ἀπόψε. Καὶ ἔτσι πέρασαν οἱ ὧρες. Τὸ βράδυ ἐπλησίαζε καὶ ὁ Σουκάλσκι δὲν ἐφαίνετο. Ἡ Κάτια ἔτρεμε ἀπὸ ἀγωνία καὶ ἐπερίμενε εἰς τὸ παράθυρον. — Ὁ Σουκάλσκι! ἐφώναξε ἡ Κατερίνα. Καὶ ἐξῆλθε ἀπὸ τὸ δωμάτιον διὰ νὰ τὸν ὑποδεχθῇ. xyxy=(1143,156,1360,514)
serial-continues: (Ἀκολουθεῖ) xyxy=(1527,618,1589,630)
divider xyxy=(915,781,1135,782)
proclamation-date: Θεσ/νίκη 31 Μαρτίου 1926. xyxy=(343,884,485,896)
thanks-text: Θεωροῦμεν ἱερὰν ὑποχρέωσιν μας νὰ ἐκφράσωμεν δημοσίᾳ τὰς θερμοτάτας ἡμῶν εὐχαριστίας πρὸς ὅλους ὅσοι συνεπαθήσαν εἰς τὴν βαρύτατην ἡμῶν δοκιμασίαν διὰ τὸν θάνατον τοῦ πολυφιλήτου συζύγου καὶ πατρός. Ἰδιαιτέρως εὐχαριστοῦμεν τὴν Α. Β. Υ. τὸν Διάδοχον, τὸν Ὑπουργὸν Συγκοινωνίας, τὸν κ. Ἀρχηγὸν τῆς Χωροφυλακῆς, τὸν κ. Δήμαρχον, τὴν Ἀστυνομίαν, τοὺς Προξένους καὶ πάντας τοὺς φίλους καὶ ἐρασιτέχνας οἱ ὁποῖοι παρηκολούθησαν τὴν ἐκφορὰν καὶ τὴν κηδείαν. Ἐπίσης ὀφείλομεν εὐχαριστίας πρὸς τοὺς ἰατροὺς οἱ ὁποῖοι διὰ τῆς ἐπιστημονικῆς των ἐπιμελείας καὶ συνεχοῦς περιθάλψεως κατώρθωσαν νὰ παρατείνουν τὴν ζωὴν του ἐπὶ μικρὸν χρονικὸν διάστημα. xyxy=(734,840,907,1146)
chronicles-signature: (Ἐκ τοῦ Γραφείου) xyxy=(809,714,904,726)
communique-2-rank: (Ὑποστράτηγος) xyxy=(1505,891,1589,903)
coop-line-4: ΣΠΕΥΣΑΤΕ ΝΑ ΕΞΑΣΦΑΛΙΣΗΤΕ ΤΑΣ ΜΗΧΑΝΑΣ ΣΑΣ xyxy=(158,1873,640,1895)
cinema-ad xyxy=(76,630,280,1054)
football-label: ΠΟΔΟΣΦΑΙΡΙΚΗ ΚΙΝΗΣΙΣ xyxy=(919,50,1027,60)
serial-column-left xyxy=(1140,144,1364,632)
communique-heading: ΑΝΑΚΟΙΝΩΘΕΝ xyxy=(960,784,1090,804)
arts-label: ΚΑΛΛΙΤΕΧΝΙΚΑΙ ΚΙΝΗΣΕΙΣ xyxy=(501,859,615,870)
wanted-heading: ΖΗΤΕΙΤΑΙ xyxy=(79,1266,141,1283)
hazelnut-king-text: Τὰς ἡμέρας αὐτὰς ἀπέθανεν ἐν Ν. Ὑόρκῃ ὁ Ἰταλοαμερικανὸς ἐκλεκτὸς κ. Σπ. Αμέδεο Στάη, ὁ ὁποῖος ἦτο γνωστὸς μὲ τὴν προσωνυμίαν «Ὁ βασιλεὺς τῶν φουντουκιῶν». Ὁ Αμέδεο Στάη ἐγένετο ἑκατομμυριοῦχος πολλαπλοῦς ἐμπορευόμενος τὰ φουντούκια καὶ τὰ ἄλλα ξηρὰ ὀπωρικά. Ἐκ τῶν μικρῶν καταστημάτων τὰ πλεῖστα ἔφθασαν εἰς τὸ πεντακοσιάδες ἐκεῖνα τὰ καταστήματά του. Κατὰ τὴν ἀπογραφὴν τῆς περιουσίας του εὑρέθησαν 40 καταστήματα ἐντὸς τῶν Ἡνωμένων Πολιτειῶν. Αὐτὸς ἦτο ὁ βασιλεὺς τῶν φουντουκιῶν, ὁ ὁποῖος ἐπέζησε τὸ τέλος του ἐπὶ 82 ἔτη καὶ τὰ τελευταῖα τῆς ζωῆς του διάφορα φουντουκάκια. xyxy=(500,619,723,849)
gati-line-4: ΑΥΤΗ Η ΣΥΡΡΟΗ ΚΟΣΜΟΥ; xyxy=(80,703,248,719)
cooperatives-ad xyxy=(74,1522,724,2088)
gati-line-12: Σπεύσατε! Λοιπὸν καὶ σεῖς νὰ θαυμάσητε τὴν δευτέραν ἐποχὴν τοῦ ἔργου ἡ ὁποία εἶναι πολὺ ἀνωτέρα τῆς πρώτης. xyxy=(79,998,277,1054)
wanted-ad xyxy=(76,1266,280,1310)
daily-life-banner xyxy=(498,66,910,130)
communique-footer xyxy=(915,1022,1135,1035)
communique-text: Συνεπείᾳ τῆς ὑπ' ἀριθ. 4959 ἐ. ἔ. διαταγῆς τῆς Νομαρχίας Θεσσαλονίκης, ἀφορώσης εἰς τὴν ἐκλογὴν τῶν ἀντιπροσώπων πρὸς τὸν Δῆμον Θεσσαλονίκης, ἐν τῇ ἐπισήμῳ τῆς εἰδοποιήσει ὁρίζει ὅτι ἡ ἐκλογὴ θὰ γίνῃ τὴν ἐπομένην Κυριακήν. Παρακαλοῦνται οἱ ἐνδιαφερόμενοι ὅπως προσέλθωσιν ἐγκαίρως εἰς τὰ ἐκλογικὰ τμήματα τῶν ὁποίων ἡ σύνθεσις καὶ ἡ διεύθυνσις θὰ ἀνακοινωθῇ διὰ τοῦ τύπου. Ἑκάστη ὁμὰς θὰ ἔχῃ ἀντιπροσώπους εἰς τὰ ἐκλογικὰ τμήματα, καὶ τὰ ἀποτελέσματα θὰ ἀνακοινωθοῦν ἀμέσως μετὰ τὴν διαλογήν. xyxy=(918,802,1132,1006)
coop-line-3: 30-36-40-48 ΚΑΙ 54 ΙΝΤΣΩΝ xyxy=(233,1622,565,1652)
divider xyxy=(731,729,910,730)
chronicles-subheading: —Εἰς τὴν Α. Δ. Χωροφυλακῆς xyxy=(735,162,879,174)
